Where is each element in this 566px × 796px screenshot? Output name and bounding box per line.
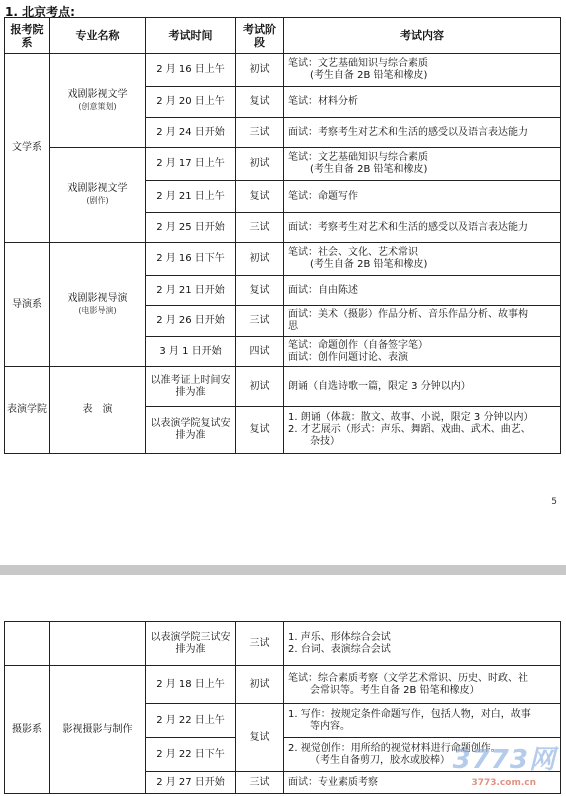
content-cell: 面试：自由陈述 <box>284 276 561 306</box>
content-line: 2. 才艺展示（形式：声乐、舞蹈、戏曲、武术、曲艺、 <box>288 424 531 435</box>
content-line: （考生自备剪刀，胶水或胶棒） <box>310 754 450 766</box>
content-cell: 面试：专业素质考察 <box>284 772 561 794</box>
dept-cell: 摄影系 <box>5 666 50 794</box>
watermark-logo: 3773网 <box>452 745 556 775</box>
table-row <box>5 622 561 666</box>
header-major: 专业名称 <box>50 18 146 54</box>
stage-cell: 四试 <box>236 337 284 367</box>
content-cell <box>284 666 561 704</box>
time-cell: 2 月 21 日开始 <box>146 276 236 306</box>
content-line: 笔试：文艺基础知识与综合素质 <box>288 58 428 69</box>
content-line: 会常识等。考生自备 2B 铅笔和橡皮） <box>310 684 480 696</box>
table-row <box>5 148 561 181</box>
content-cell: 朗诵（自选诗歌一篇，限定 3 分钟以内） <box>284 367 561 407</box>
table-row <box>5 666 561 704</box>
time-cell: 2 月 16 日下午 <box>146 243 236 276</box>
content-cell <box>284 407 561 454</box>
major-name: 戏剧影视文学 <box>67 183 128 194</box>
dept-cell: 文学系 <box>5 54 50 243</box>
content-line: 笔试：综合素质考察（文学艺术常识、历史、时政、社 <box>288 672 528 684</box>
content-line: (考生自备 2B 铅笔和橡皮) <box>310 259 428 270</box>
table-row <box>5 367 561 407</box>
content-cell <box>284 54 561 87</box>
exam-table-top <box>4 17 561 454</box>
content-line: 笔试：文艺基础知识与综合素质 <box>288 152 428 163</box>
stage-cell: 三试 <box>236 772 284 794</box>
stage-cell: 三试 <box>236 622 284 666</box>
page-number: 5 <box>551 497 557 507</box>
time-cell: 2 月 16 日上午 <box>146 54 236 87</box>
table-row <box>5 243 561 276</box>
time-cell: 以表演学院三试安排为准 <box>146 622 236 666</box>
time-cell: 以准考证上时间安排为准 <box>146 367 236 407</box>
major-cell: 影视摄影与制作 <box>50 666 146 794</box>
content-line: 思 <box>288 321 298 332</box>
page-separator <box>0 565 566 575</box>
major-cell <box>50 243 146 367</box>
stage-cell: 复试 <box>236 407 284 454</box>
content-cell: 面试：考察考生对艺术和生活的感受以及语言表达能力 <box>284 213 561 243</box>
stage-cell: 复试 <box>236 87 284 118</box>
major-subname: (剧作) <box>86 196 109 205</box>
content-line: 1. 朗诵（体裁：散文、故事、小说，限定 3 分钟以内） <box>288 412 534 423</box>
major-name: 戏剧影视文学 <box>67 88 128 100</box>
stage-cell: 初试 <box>236 54 284 87</box>
major-subname: (创意策划) <box>78 101 117 111</box>
table-header-row <box>5 18 561 54</box>
time-cell: 2 月 24 日开始 <box>146 118 236 148</box>
time-cell: 2 月 21 日上午 <box>146 181 236 213</box>
content-line: (考生自备 2B 铅笔和橡皮) <box>310 70 428 81</box>
content-cell <box>284 622 561 666</box>
stage-cell: 初试 <box>236 243 284 276</box>
time-cell: 2 月 27 日开始 <box>146 772 236 794</box>
header-content: 考试内容 <box>284 18 561 54</box>
major-name: 戏剧影视导演 <box>67 292 128 304</box>
header-time: 考试时间 <box>146 18 236 54</box>
stage-cell: 复试 <box>236 181 284 213</box>
content-line: 2. 台词、表演综合会试 <box>288 643 391 655</box>
dept-cell <box>5 622 50 666</box>
stage-cell: 三试 <box>236 118 284 148</box>
dept-cell: 表演学院 <box>5 367 50 454</box>
content-line: 杂技） <box>310 436 340 447</box>
content-cell <box>284 337 561 367</box>
content-cell: 笔试：材料分析 <box>284 87 561 118</box>
content-cell <box>284 704 561 738</box>
stage-cell: 三试 <box>236 213 284 243</box>
content-line: 2. 视觉创作：用所给的视觉材料进行命题创作。 <box>288 742 501 754</box>
header-stage: 考试阶段 <box>236 18 284 54</box>
time-cell: 以表演学院复试安排为准 <box>146 407 236 454</box>
content-line: (考生自备 2B 铅笔和橡皮) <box>310 164 428 175</box>
content-cell: 面试：考察考生对艺术和生活的感受以及语言表达能力 <box>284 118 561 148</box>
time-cell: 2 月 22 日下午 <box>146 738 236 772</box>
major-cell <box>50 54 146 148</box>
stage-cell: 复试 <box>236 704 284 772</box>
content-line: 1. 写作：按规定条件命题写作，包括人物，对白，故事 <box>288 708 531 720</box>
dept-cell: 导演系 <box>5 243 50 367</box>
section-heading: 1. 北京考点: <box>5 5 75 19</box>
time-cell: 2 月 26 日开始 <box>146 306 236 337</box>
content-line: 面试：创作问题讨论、表演 <box>288 351 408 363</box>
stage-cell: 复试 <box>236 276 284 306</box>
content-line: 面试：美术（摄影）作品分析、音乐作品分析、故事构 <box>288 309 528 320</box>
major-subname: (电影导演) <box>78 305 117 315</box>
time-cell: 2 月 17 日上午 <box>146 148 236 181</box>
time-cell: 2 月 25 日开始 <box>146 213 236 243</box>
stage-cell: 初试 <box>236 666 284 704</box>
major-cell <box>50 148 146 243</box>
time-cell: 2 月 20 日上午 <box>146 87 236 118</box>
content-cell: 笔试：命题写作 <box>284 181 561 213</box>
content-cell <box>284 243 561 276</box>
stage-cell: 初试 <box>236 148 284 181</box>
stage-cell: 三试 <box>236 306 284 337</box>
watermark-url: 3773.com.cn <box>471 778 536 788</box>
table-row <box>5 54 561 87</box>
time-cell: 3 月 1 日开始 <box>146 337 236 367</box>
header-dept: 报考院系 <box>5 18 50 54</box>
content-cell <box>284 148 561 181</box>
content-line: 等内容。 <box>310 720 350 732</box>
content-cell <box>284 306 561 337</box>
major-cell: 表 演 <box>50 367 146 454</box>
content-line: 笔试：命题创作（自备签字笔） <box>288 339 428 351</box>
content-line: 1. 声乐、形体综合会试 <box>288 631 391 643</box>
major-cell <box>50 622 146 666</box>
stage-cell: 初试 <box>236 367 284 407</box>
time-cell: 2 月 22 日上午 <box>146 704 236 738</box>
content-line: 笔试：社会、文化、艺术常识 <box>288 247 418 258</box>
time-cell: 2 月 18 日上午 <box>146 666 236 704</box>
